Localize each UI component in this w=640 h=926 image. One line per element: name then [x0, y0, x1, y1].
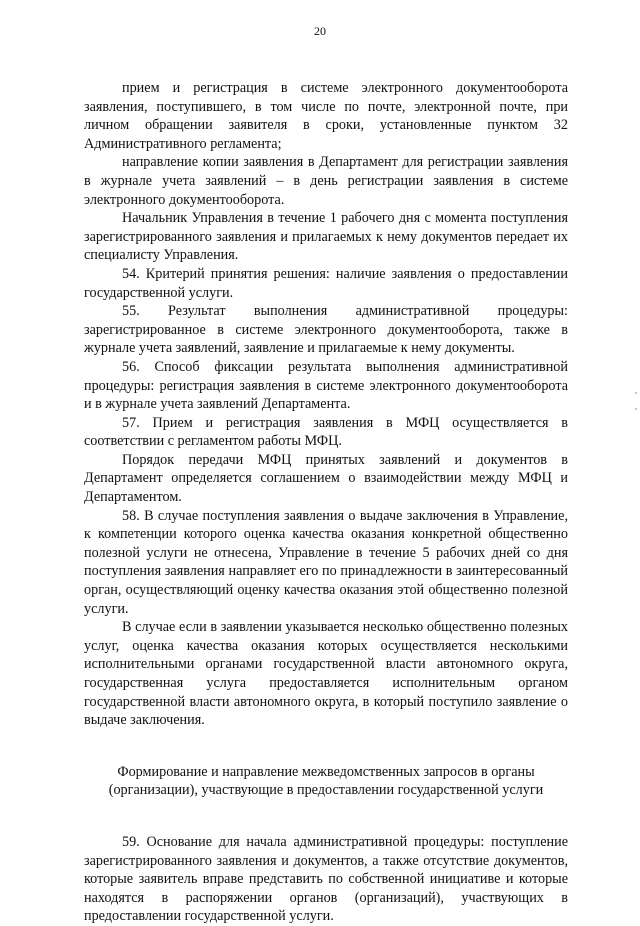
scan-artifact	[635, 392, 637, 394]
paragraph-56-result-recording: 56. Способ фиксации результата выполнения административной процедуры: регистрация заявления в системе электронного документооборота и в журнале учета заявлений Департамента.	[84, 358, 568, 413]
paragraph-head-of-directorate: Начальник Управления в течение 1 рабочего дня с момента поступления зарегистрированного заявления и прилагаемых к нему документов передает их специалисту Управления.	[84, 210, 568, 264]
section-heading: Формирование и направление межведомственных запросов в органы (организации), участвующие в предоставлении государственной услуги	[108, 763, 544, 799]
page-number: 20	[314, 24, 326, 38]
document-body	[84, 79, 568, 926]
paragraph-multiple-services: В случае если в заявлении указывается несколько общественно полезных услуг, оценка качества оказания которых осуществляется несколькими исполнительными органами государственной власти автономного округа, государственная услуга предоставляется исполнительным органом государственной власти автономного округа, в который поступило заявление о выдаче заключения.	[84, 619, 568, 729]
paragraph-copy-to-department: направление копии заявления в Департамент для регистрации заявления в журнале учета заявлений – в день регистрации заявления в системе электронного документооборота.	[84, 154, 568, 208]
paragraph-mfc-transfer-order: Порядок передачи МФЦ принятых заявлений и документов в Департамент определяется соглашением о взаимодействии между МФЦ и Департаментом.	[84, 451, 568, 506]
paragraph-58-forwarding: 58. В случае поступления заявления о выдаче заключения в Управление, к компетенции которого оценка качества оказания конкретной общественно полезной услуги не отнесена, Управление в течение 5 рабочих дней со дня поступления заявления направляет его по принадлежности в заинтересованный орган, осуществляющий оценку качества оказания этой общественно полезной услуги.	[84, 507, 568, 617]
scan-artifact	[635, 408, 637, 410]
paragraph-54-decision-criterion: 54. Критерий принятия решения: наличие заявления о предоставлении государственной услуги.	[84, 265, 568, 301]
paragraph-55-procedure-result: 55. Результат выполнения административной процедуры: зарегистрированное в системе электронного документооборота, также в журнале учета заявлений, заявление и прилагаемые к нему документы.	[84, 303, 568, 357]
paragraph-57-mfc-registration: 57. Прием и регистрация заявления в МФЦ осуществляется в соответствии с регламентом работы МФЦ.	[84, 414, 568, 450]
paragraph-59-procedure-basis: 59. Основание для начала административной процедуры: поступление зарегистрированного заявления и документов, а также отсутствие документов, которые заявитель вправе представить по собственной инициативе и которые находятся в распоряжении органов (организаций), участвующих в предоставлении государственной услуги.	[84, 833, 568, 925]
paragraph-registration: прием и регистрация в системе электронного документооборота заявления, поступившего, в том числе по почте, электронной почте, при личном обращении заявителя в сроки, установленные пунктом 32 Административного регламента;	[84, 80, 568, 152]
